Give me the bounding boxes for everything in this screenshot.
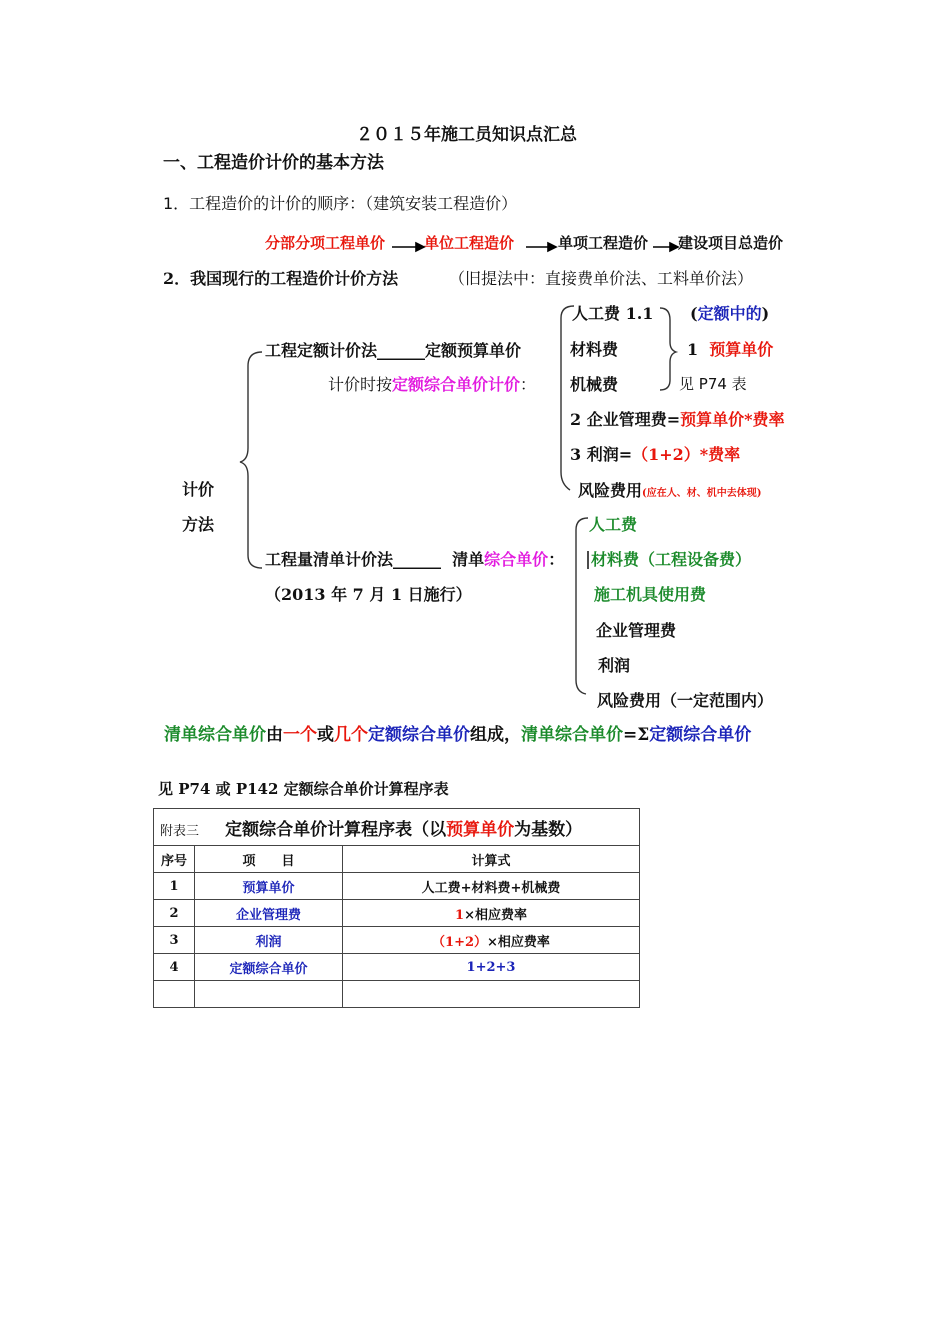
summary-part: 一个	[283, 725, 317, 745]
summary-part: 组成，	[470, 725, 521, 745]
summary-part: 由	[266, 725, 283, 745]
quota-mgmt	[570, 412, 785, 428]
bill-brace-icon	[576, 518, 588, 694]
item2-label: 2．我国现行的工程造价计价方法	[163, 269, 399, 288]
arrow-head-icon	[670, 243, 678, 251]
table-tag: 附表三	[160, 823, 200, 839]
risk-label: 风险费用	[578, 481, 643, 500]
item2-note: （旧提法中：直接费单价法、工料单价法）	[449, 269, 754, 288]
bill-item-mgmt: 企业管理费	[596, 621, 677, 640]
flow-step-3: 单项工程造价	[558, 234, 649, 252]
brace-note-open: (	[690, 304, 698, 323]
quota-method-title	[265, 343, 521, 359]
caption-b: 为基数）	[514, 819, 583, 840]
bill-unit-suffix: ：	[548, 550, 565, 569]
root-label-2: 方法	[182, 515, 215, 534]
quota-unit: 定额预算单价	[425, 341, 522, 360]
row-no: 1	[154, 873, 195, 900]
row-formula	[343, 927, 640, 954]
row-item: 预算单价	[195, 873, 343, 900]
row-item: 企业管理费	[195, 900, 343, 927]
bill-date: （2013 年 7 月 1 日施行）	[265, 585, 472, 604]
formula-highlight: （1+2）	[432, 934, 488, 950]
page-title: ２０１５年施工员知识点汇总	[356, 125, 577, 145]
bill-item-labor: 人工费	[589, 515, 638, 534]
profit-label: 3 利润=	[570, 445, 633, 464]
bill-item-machinery: 施工机具使用费	[594, 585, 707, 604]
row-no: 3	[154, 927, 195, 954]
row-no: 2	[154, 900, 195, 927]
row-no: 4	[154, 954, 195, 981]
brace-result	[687, 342, 773, 358]
bill-dash: ______	[393, 550, 442, 569]
empty-cell	[343, 981, 640, 1008]
mgmt-formula: 预算单价*费率	[680, 410, 785, 429]
row-item: 利润	[195, 927, 343, 954]
table-row	[154, 873, 640, 900]
summary-line	[164, 727, 751, 744]
table-title	[225, 820, 582, 840]
formula-highlight: 1	[455, 907, 465, 923]
header-cell: 项 目	[195, 846, 343, 873]
bill-item-material: 材料费（工程设备费）	[591, 550, 752, 569]
quota-profit	[570, 447, 740, 463]
table-reference: 见 P74 或 P142 定额综合单价计算程序表	[158, 780, 449, 798]
bill-title-text: 工程量清单计价法	[265, 550, 394, 569]
quota-item-material: 材料费	[570, 340, 619, 359]
mgmt-label: 2 企业管理费=	[570, 410, 681, 429]
header-cell: 序号	[154, 846, 195, 873]
bill-unit-highlight: 综合单价	[484, 550, 549, 569]
profit-formula: （1+2）*费率	[632, 445, 741, 464]
formula-text: ×相应费率	[464, 907, 527, 923]
brace-ref: 见 P74 表	[679, 375, 747, 393]
table-row	[154, 954, 640, 981]
header-cell: 计算式	[343, 846, 640, 873]
flow-step-2: 单位工程造价	[424, 234, 515, 252]
summary-part: 定额综合单价	[368, 725, 470, 745]
arrow-head-icon	[548, 243, 556, 251]
row-item: 定额综合单价	[195, 954, 343, 981]
brace-result-highlight: 预算单价	[709, 340, 774, 359]
summary-part: 清单综合单价	[164, 725, 266, 745]
caption-highlight: 预算单价	[446, 819, 515, 840]
summary-part: 清单综合单价	[521, 725, 623, 745]
quota-dash: ______	[377, 341, 426, 360]
bill-item-profit: 利润	[598, 656, 631, 675]
brace-result-num: 1	[687, 340, 699, 359]
row-formula: 1+2+3	[343, 954, 640, 981]
empty-cell	[195, 981, 343, 1008]
quota-pricing	[328, 377, 536, 393]
flow-step-1: 分部分项工程单价	[265, 234, 386, 252]
section-heading: 一、工程造价计价的基本方法	[163, 153, 384, 173]
table-row	[154, 900, 640, 927]
summary-part: =Σ	[623, 725, 650, 745]
quota-title-text: 工程定额计价法	[265, 341, 378, 360]
main-brace-icon	[240, 352, 262, 568]
table-empty-row	[154, 981, 640, 1008]
root-label-1: 计价	[182, 480, 215, 499]
brace-note-highlight: 定额中的	[697, 304, 762, 323]
pricing-prefix: 计价时按	[328, 375, 393, 394]
summary-part: 定额综合单价	[649, 725, 752, 745]
pricing-highlight: 定额综合单价计价	[392, 375, 521, 394]
empty-cell	[154, 981, 195, 1008]
sum-brace-icon	[660, 308, 676, 390]
bill-item-risk: 风险费用（一定范围内）	[597, 691, 774, 710]
row-formula: 人工费+材料费+机械费	[343, 873, 640, 900]
brace-note	[690, 306, 769, 322]
quota-item-labor: 人工费 1.1	[572, 304, 654, 323]
quota-risk	[578, 483, 761, 499]
item1-label: 1．工程造价的计价的顺序：（建筑安装工程造价）	[163, 194, 518, 213]
table-header-row	[154, 846, 640, 873]
risk-note: (应在人、材、机中去体现)	[642, 488, 762, 499]
summary-part: 几个	[334, 725, 368, 745]
calc-table	[153, 808, 640, 1008]
summary-part: 或	[317, 725, 334, 745]
bill-method-title	[265, 552, 564, 568]
flow-step-4: 建设项目总造价	[678, 234, 784, 252]
table-caption	[154, 809, 640, 846]
row-formula	[343, 900, 640, 927]
table-caption-row	[154, 809, 640, 846]
bill-unit-prefix: 清单	[452, 550, 485, 569]
table-row	[154, 927, 640, 954]
quota-item-machine: 机械费	[570, 375, 619, 394]
brace-note-close: )	[761, 304, 770, 323]
formula-text: ×相应费率	[487, 934, 550, 950]
caption-a: 定额综合单价计算程序表（以	[225, 819, 447, 840]
arrow-head-icon	[416, 243, 424, 251]
pricing-suffix: ：	[520, 375, 537, 394]
